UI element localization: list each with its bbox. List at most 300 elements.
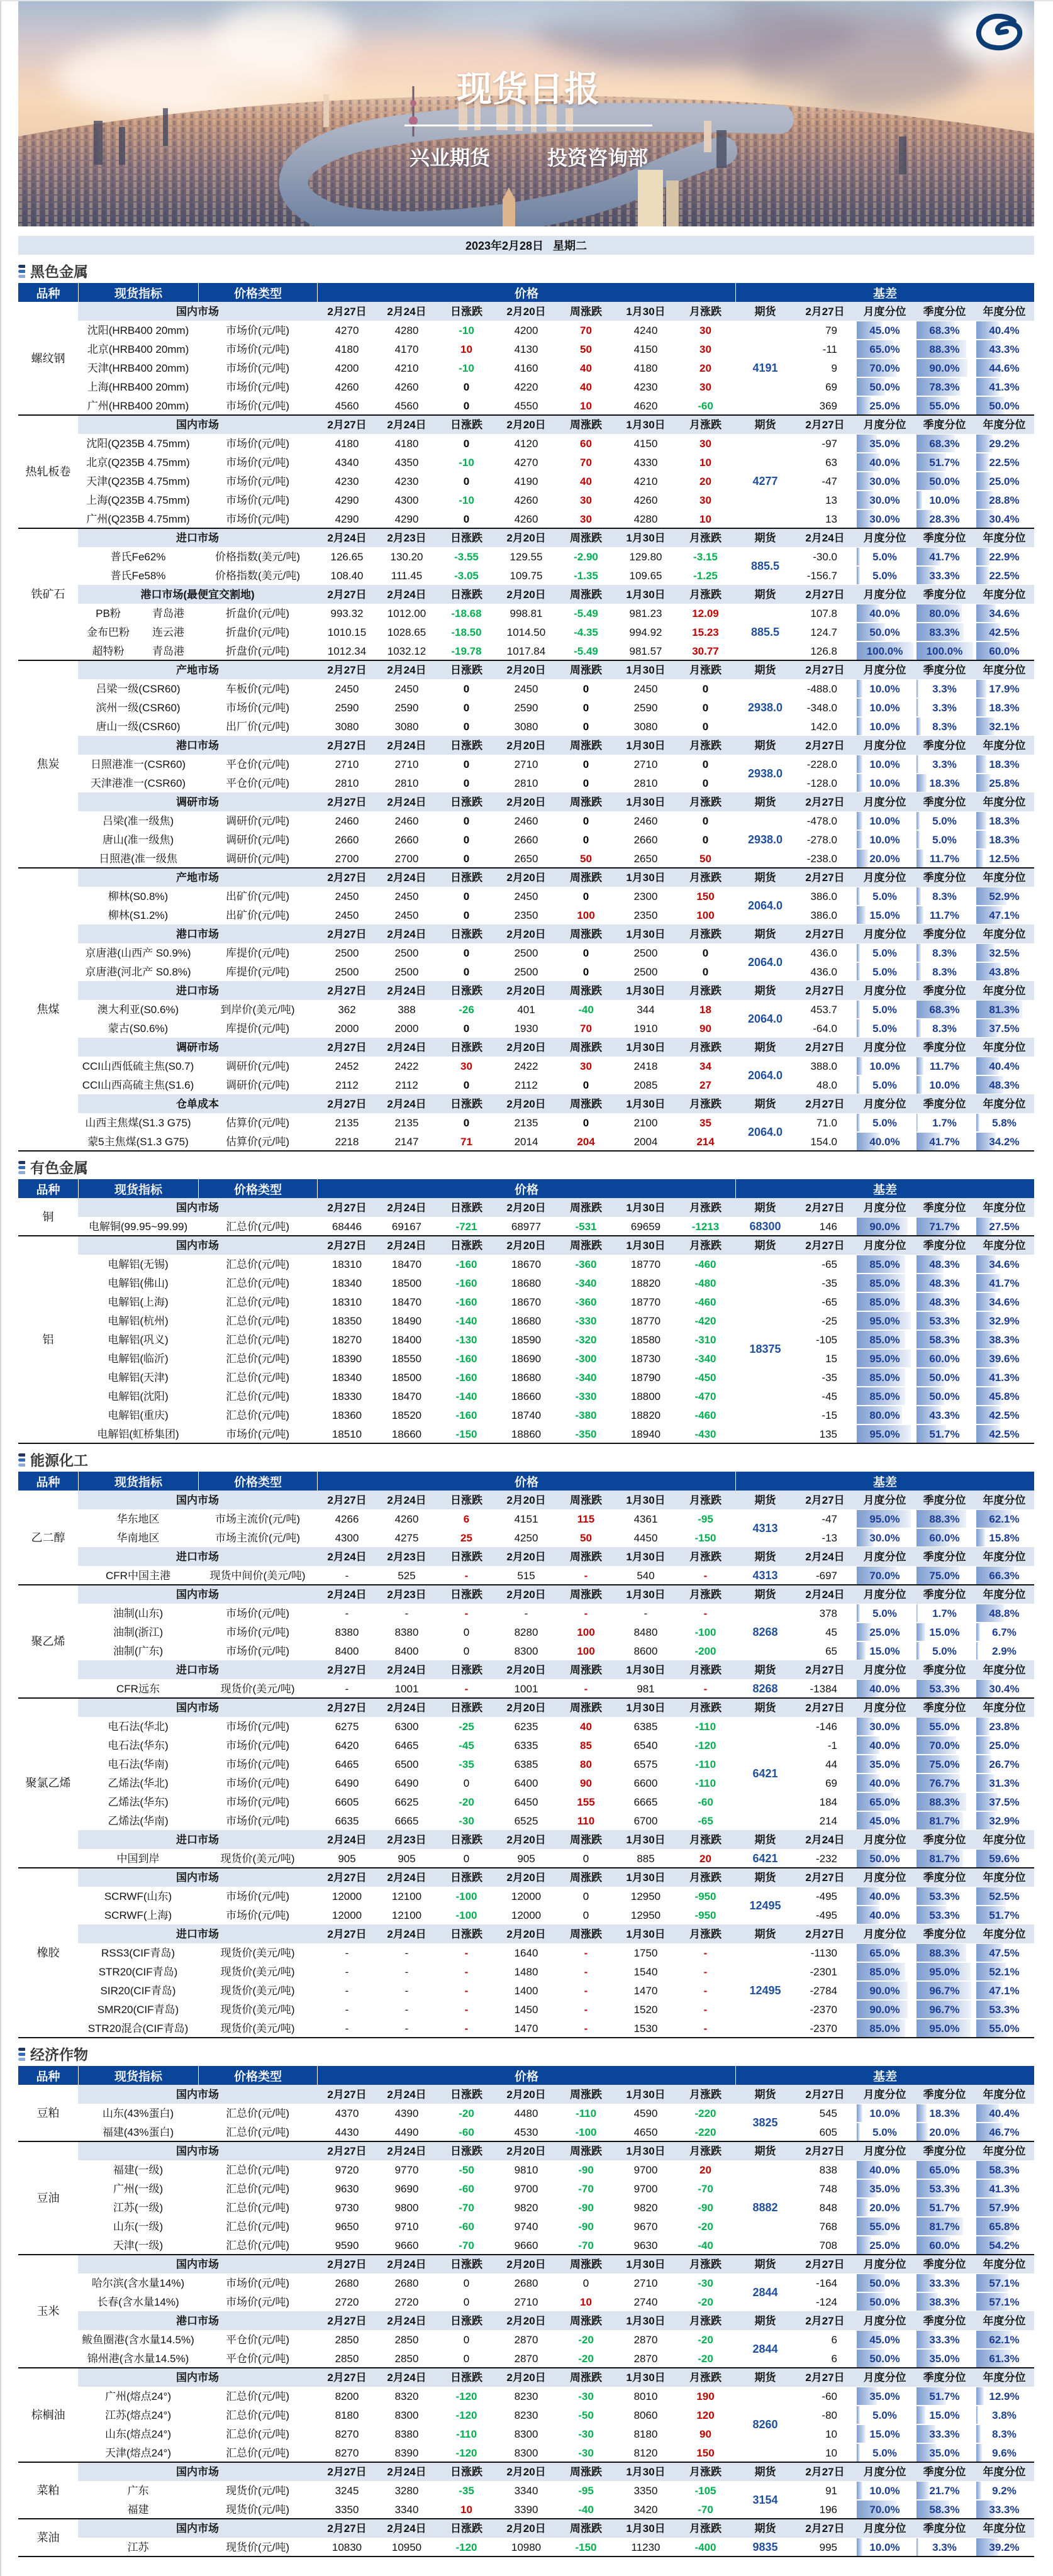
monthly-change: 12.09	[692, 607, 719, 619]
column-header: 2月24日	[377, 2519, 437, 2538]
yearly-percentile	[974, 1981, 1034, 2000]
monthly-change: -150	[694, 1531, 716, 1544]
column-header: 月涨跌	[676, 868, 735, 887]
spot-indicator: 电解铝(无锡)	[108, 1258, 169, 1270]
monthly-percentile	[855, 1623, 915, 1641]
header-variety: 品种	[36, 1475, 60, 1489]
price-prev-day: 18550	[391, 1352, 422, 1365]
price-prev-week: 3390	[514, 2503, 538, 2516]
percentile-value: 3.8%	[992, 2409, 1017, 2421]
percentile-databar	[857, 2538, 862, 2556]
header-variety: 品种	[36, 1183, 60, 1197]
basis-value: 135	[819, 1428, 837, 1440]
percentile-databar	[916, 2104, 927, 2122]
percentile-value: 81.7%	[929, 1852, 960, 1865]
price-prev-day: 1001	[394, 1682, 419, 1695]
percentile-value: 53.3%	[989, 2003, 1020, 2016]
price-type: 汇总价(元/吨)	[225, 2446, 290, 2459]
column-header: 2月27日	[317, 1198, 377, 1217]
monthly-change: -	[703, 1984, 708, 1997]
price-prev-day: -	[404, 1946, 409, 1959]
price-current: 8200	[335, 2390, 359, 2402]
market-label: 国内市场	[78, 415, 317, 434]
price-prev-day: 4560	[394, 399, 419, 412]
price-prev-month: 4280	[633, 513, 658, 525]
price-prev-week: 18690	[511, 1352, 542, 1365]
price-prev-day: 8320	[394, 2390, 419, 2402]
column-header: 2月24日	[317, 1585, 377, 1604]
spot-indicator: 电解铝(佛山)	[108, 1277, 169, 1289]
price-current: 4230	[335, 475, 359, 487]
spot-indicator: 柳林(S1.2%)	[108, 909, 169, 921]
percentile-value: 88.3%	[929, 1513, 960, 1525]
monthly-percentile	[855, 1255, 915, 1274]
price-current: 8380	[335, 1626, 359, 1638]
column-header: 年度分位	[974, 528, 1034, 547]
column-header: 季度分位	[915, 1198, 974, 1217]
market-label: 调研市场	[78, 792, 317, 811]
percentile-databar	[857, 567, 860, 584]
spot-indicator: 日照港(准一级焦	[99, 852, 177, 865]
yearly-percentile	[974, 1406, 1034, 1424]
spot-indicator: 电解铝(杭州)	[108, 1314, 169, 1327]
column-header: 月度分位	[855, 585, 915, 604]
market-label: 国内市场	[78, 2519, 317, 2538]
column-header: 1月30日	[616, 2368, 676, 2387]
column-header: 月度分位	[855, 1585, 915, 1604]
futures-price: 2064.0	[747, 1126, 783, 1138]
price-prev-week: 4480	[514, 2107, 538, 2119]
basis-value: -97	[822, 437, 837, 450]
futures-price: 2844	[752, 2343, 778, 2355]
price-prev-day: 4350	[394, 456, 419, 469]
percentile-value: 61.3%	[989, 2352, 1020, 2365]
basis-value: -64.0	[813, 1022, 837, 1035]
quarterly-percentile	[915, 1132, 974, 1151]
daily-change: -10	[459, 324, 474, 336]
section-bar-icon	[18, 1453, 25, 1467]
column-header: 期货	[735, 585, 795, 604]
column-header: 年度分位	[974, 2368, 1034, 2387]
daily-change: -100	[455, 1909, 477, 1921]
weekly-change: 0	[582, 947, 589, 959]
column-header: 日涨跌	[437, 1198, 496, 1217]
percentile-databar	[916, 1642, 920, 1660]
price-current: 2500	[335, 965, 359, 978]
column-header: 季度分位	[915, 2368, 974, 2387]
price-prev-day: 18470	[391, 1258, 422, 1270]
column-header: 周涨跌	[556, 1094, 616, 1113]
percentile-value: 1.7%	[932, 1116, 957, 1129]
column-header: 2月27日	[795, 2141, 855, 2160]
yearly-percentile	[974, 1509, 1034, 1528]
yearly-percentile	[974, 1075, 1034, 1094]
price-prev-day: 111.45	[391, 569, 423, 582]
column-header: 2月27日	[317, 1236, 377, 1255]
basis-value: 748	[819, 2182, 837, 2195]
price-prev-day: 2660	[394, 833, 419, 846]
price-type: 市场价(元/吨)	[225, 1626, 290, 1638]
column-header: 月度分位	[855, 1236, 915, 1255]
column-header: 2月27日	[795, 1868, 855, 1887]
column-header: 季度分位	[915, 2085, 974, 2104]
percentile-value: 22.5%	[989, 569, 1020, 582]
price-prev-week: 18670	[511, 1258, 542, 1270]
price-type: 出厂价(元/吨)	[225, 720, 290, 733]
monthly-percentile	[855, 1387, 915, 1406]
column-header: 周涨跌	[556, 1236, 616, 1255]
percentile-value: 81.7%	[929, 2220, 960, 2233]
quarterly-percentile	[915, 1292, 974, 1311]
variety-name: 铝	[42, 1333, 54, 1346]
basis-value: -124	[815, 2296, 837, 2308]
price-type: 汇总价(元/吨)	[225, 2126, 290, 2138]
spot-indicator: 锦州港(含水量14.5%)	[87, 2352, 189, 2365]
quarterly-percentile	[915, 1604, 974, 1623]
column-header: 周涨跌	[556, 528, 616, 547]
price-current: 68446	[332, 1220, 362, 1233]
price-type: 现货中间价(美元/吨)	[209, 1569, 306, 1582]
yearly-percentile	[974, 1755, 1034, 1774]
percentile-value: 47.5%	[989, 1946, 1020, 1959]
percentile-databar	[976, 831, 986, 848]
column-header: 2月24日	[377, 415, 437, 434]
column-header: 日涨跌	[437, 415, 496, 434]
quarterly-percentile	[915, 679, 974, 698]
quarterly-percentile	[915, 1792, 974, 1811]
monthly-percentile	[855, 1368, 915, 1387]
basis-value: 995	[819, 2541, 837, 2553]
percentile-value: 33.3%	[929, 2333, 960, 2346]
price-prev-month: 3350	[633, 2484, 658, 2497]
daily-change: -	[464, 1946, 469, 1959]
daily-change: -100	[455, 1890, 477, 1902]
spot-indicator: 天津(一级)	[113, 2239, 164, 2251]
column-header: 1月30日	[616, 660, 676, 679]
price-prev-week: 4200	[514, 324, 538, 336]
percentile-value: 3.3%	[932, 682, 957, 695]
weekly-change: -531	[575, 1220, 597, 1233]
price-type: 现货价(美元/吨)	[220, 1984, 295, 1997]
percentile-databar	[857, 2482, 862, 2499]
percentile-value: 35.0%	[929, 2352, 960, 2365]
variety-name: 聚氯乙烯	[25, 1777, 71, 1789]
spot-indicator: 天津(HRB400 20mm)	[87, 362, 189, 374]
column-header: 月涨跌	[676, 792, 735, 811]
price-current: 6465	[335, 1758, 359, 1770]
percentile-value: 60.0%	[929, 1352, 960, 1365]
basis-value: -47	[822, 1513, 837, 1525]
yearly-percentile	[974, 623, 1034, 641]
futures-price: 3825	[752, 2116, 778, 2129]
basis-value: 154.0	[810, 1135, 837, 1148]
weekly-change: -70	[578, 2239, 594, 2251]
percentile-value: 32.5%	[989, 947, 1020, 959]
daily-change: -3.05	[454, 569, 479, 582]
percentile-value: 50.0%	[869, 626, 900, 638]
price-prev-week: 515	[517, 1569, 535, 1582]
column-header: 日涨跌	[437, 1868, 496, 1887]
price-prev-month: 8600	[633, 1645, 658, 1657]
column-header: 2月27日	[317, 2141, 377, 2160]
basis-value: -1384	[810, 1682, 837, 1695]
column-header: 2月20日	[496, 1094, 556, 1113]
spot-indicator: 电石法(华东)	[108, 1739, 169, 1752]
basis-value: 71.0	[816, 1116, 837, 1129]
percentile-databar	[857, 2199, 868, 2216]
percentile-value: 5.0%	[932, 1645, 957, 1657]
weekly-change: 100	[577, 1626, 595, 1638]
monthly-percentile	[855, 340, 915, 358]
monthly-change: -90	[698, 2201, 713, 2214]
weekly-change: 0	[582, 1079, 589, 1091]
column-header: 2月20日	[496, 1491, 556, 1509]
price-current: 2850	[335, 2352, 359, 2365]
monthly-percentile	[855, 906, 915, 924]
column-header: 日涨跌	[437, 2141, 496, 2160]
yearly-percentile	[974, 1962, 1034, 1981]
price-prev-day: 8400	[394, 1645, 419, 1657]
price-type: 市场价(元/吨)	[225, 1890, 290, 1902]
yearly-percentile	[974, 641, 1034, 660]
column-header: 月涨跌	[676, 981, 735, 1000]
column-header: 2月20日	[496, 981, 556, 1000]
column-header: 季度分位	[915, 1585, 974, 1604]
column-header: 周涨跌	[556, 2311, 616, 2330]
price-type: 调研价(元/吨)	[225, 1079, 290, 1091]
daily-change: 0	[463, 833, 470, 846]
column-header: 年度分位	[974, 2085, 1034, 2104]
price-prev-week: 9660	[514, 2239, 538, 2251]
percentile-databar	[976, 1718, 989, 1735]
price-prev-day: 9770	[394, 2163, 419, 2176]
monthly-percentile	[855, 377, 915, 396]
weekly-change: 30	[580, 494, 592, 506]
price-type: 市场价(元/吨)	[225, 324, 290, 336]
column-header: 月涨跌	[676, 1236, 735, 1255]
price-prev-day: -	[404, 1607, 409, 1619]
column-header: 1月30日	[616, 585, 676, 604]
column-header: 2月24日	[377, 660, 437, 679]
yearly-percentile	[974, 1906, 1034, 1924]
percentile-databar	[916, 812, 920, 830]
price-type: 汇总价(元/吨)	[225, 1258, 290, 1270]
futures-price: 2064.0	[747, 1069, 783, 1082]
column-header: 2月20日	[496, 660, 556, 679]
spot-indicator: 日照港准一(CSR60)	[90, 758, 186, 770]
futures-price: 2064.0	[747, 956, 783, 969]
price-current: 8400	[335, 1645, 359, 1657]
quarterly-percentile	[915, 340, 974, 358]
percentile-value: 32.9%	[989, 1314, 1020, 1327]
monthly-change: -60	[698, 1796, 713, 1808]
monthly-change: -460	[694, 1296, 716, 1308]
monthly-percentile	[855, 2019, 915, 2038]
price-current: 126.65	[330, 550, 364, 563]
weekly-change: -300	[575, 1352, 597, 1365]
monthly-change: 50	[699, 852, 711, 865]
spot-indicator: 沈阳(Q235B 4.75mm)	[86, 437, 190, 450]
price-prev-week: 4160	[514, 362, 538, 374]
column-header: 2月24日	[377, 1491, 437, 1509]
percentile-databar	[916, 1057, 923, 1075]
column-header: 2月20日	[496, 2311, 556, 2330]
spot-indicator: 江苏(熔点24°)	[104, 2409, 172, 2421]
price-current: 4340	[335, 456, 359, 469]
weekly-change: -	[584, 1607, 588, 1619]
weekly-change: 100	[577, 1645, 595, 1657]
column-header: 季度分位	[915, 585, 974, 604]
variety-block	[18, 2368, 1034, 2462]
column-header: 2月24日	[377, 302, 437, 321]
price-prev-month: 4650	[633, 2126, 658, 2138]
price-type: 汇总价(元/吨)	[225, 1314, 290, 1327]
weekly-change: -90	[578, 2201, 594, 2214]
column-header: 季度分位	[915, 302, 974, 321]
column-header: 1月30日	[616, 981, 676, 1000]
percentile-value: 43.3%	[929, 1409, 960, 1421]
price-current: 12000	[332, 1909, 362, 1921]
column-header: 年度分位	[974, 2519, 1034, 2538]
monthly-change: 34	[699, 1060, 711, 1072]
column-header: 月度分位	[855, 1924, 915, 1943]
percentile-value: 3.3%	[932, 2541, 957, 2553]
column-header: 月度分位	[855, 528, 915, 547]
variety-block	[18, 660, 1034, 868]
quarterly-percentile	[915, 2198, 974, 2217]
monthly-percentile	[855, 623, 915, 641]
price-prev-week: 6385	[514, 1758, 538, 1770]
market-label: 国内市场	[78, 1585, 317, 1604]
quarterly-percentile	[915, 1217, 974, 1236]
quarterly-percentile	[915, 2349, 974, 2368]
basis-value: -25	[822, 1314, 837, 1327]
price-type: 市场价(元/吨)	[225, 1814, 290, 1827]
monthly-change: -40	[698, 2239, 713, 2251]
price-prev-month: 2004	[633, 1135, 658, 1148]
price-prev-day: 2810	[394, 777, 419, 789]
percentile-databar	[916, 906, 923, 924]
spot-indicator: 电石法(华北)	[108, 1720, 169, 1733]
spot-indicator: 电解铝(重庆)	[108, 1409, 169, 1421]
price-prev-day: 3340	[394, 2503, 419, 2516]
column-header: 2月20日	[496, 2462, 556, 2481]
column-header: 季度分位	[915, 660, 974, 679]
column-header: 2月24日	[795, 1830, 855, 1849]
column-header: 年度分位	[974, 924, 1034, 943]
percentile-value: 52.5%	[989, 1890, 1020, 1902]
percentile-value: 85.0%	[869, 1390, 900, 1402]
percentile-value: 5.0%	[872, 550, 897, 563]
price-prev-month: 18770	[630, 1258, 661, 1270]
quarterly-percentile	[915, 1387, 974, 1406]
monthly-percentile	[855, 2123, 915, 2141]
price-current: 9720	[335, 2163, 359, 2176]
price-prev-month: 8060	[633, 2409, 658, 2421]
price-prev-week: 18740	[511, 1409, 542, 1421]
yearly-percentile	[974, 1717, 1034, 1736]
price-prev-day: 4490	[394, 2126, 419, 2138]
price-prev-day: 2450	[394, 890, 419, 902]
percentile-databar	[857, 2406, 860, 2424]
spot-indicator: 唐山(准一级焦)	[102, 833, 174, 846]
monthly-percentile	[855, 1566, 915, 1585]
basis-value: -35	[822, 1277, 837, 1289]
weekly-change: 70	[580, 1022, 592, 1035]
price-prev-month: 8120	[633, 2446, 658, 2459]
price-type: 市场主流价(元/吨)	[214, 1531, 301, 1544]
percentile-value: 40.0%	[869, 1135, 900, 1148]
column-header: 年度分位	[974, 792, 1034, 811]
percentile-databar	[976, 2444, 982, 2462]
percentile-value: 55.0%	[929, 1720, 960, 1733]
percentile-value: 59.6%	[989, 1852, 1020, 1865]
price-type: 调研价(元/吨)	[225, 1060, 290, 1072]
column-header: 周涨跌	[556, 1038, 616, 1057]
column-header: 2月24日	[795, 1547, 855, 1566]
column-header: 2月27日	[317, 1924, 377, 1943]
quarterly-percentile	[915, 2292, 974, 2311]
monthly-percentile	[855, 1311, 915, 1330]
percentile-databar	[916, 963, 921, 980]
quarterly-percentile	[915, 1943, 974, 1962]
price-prev-day: 388	[398, 1003, 416, 1016]
yearly-percentile	[974, 1943, 1034, 1962]
percentile-value: 51.7%	[929, 2390, 960, 2402]
column-header: 1月30日	[616, 1585, 676, 1604]
monthly-change: 0	[702, 814, 709, 827]
price-prev-week: 8300	[514, 2446, 538, 2459]
weekly-change: 50	[580, 343, 592, 355]
monthly-percentile	[855, 472, 915, 491]
price-current: 2500	[335, 947, 359, 959]
price-prev-week: 9700	[514, 2182, 538, 2195]
daily-change: -60	[459, 2182, 474, 2195]
quarterly-percentile	[915, 1274, 974, 1292]
basis-value: -128.0	[806, 777, 837, 789]
column-header: 月度分位	[855, 736, 915, 755]
quarterly-percentile	[915, 755, 974, 774]
spot-indicator: STR20(CIF青岛)	[98, 1965, 178, 1978]
section-bar-icon	[18, 2048, 25, 2062]
price-type: 现货价(元/吨)	[225, 2541, 290, 2553]
monthly-percentile	[855, 1906, 915, 1924]
price-prev-day: 4275	[394, 1531, 419, 1544]
percentile-value: 62.1%	[989, 1513, 1020, 1525]
quarterly-percentile	[915, 1755, 974, 1774]
column-header: 1月30日	[616, 1660, 676, 1679]
price-prev-week: 1017.84	[506, 645, 546, 657]
column-header: 期货	[735, 2519, 795, 2538]
monthly-percentile	[855, 1981, 915, 2000]
price-prev-week: 8280	[514, 1626, 538, 1638]
percentile-databar	[976, 472, 991, 490]
section-heading	[18, 1151, 1034, 1179]
yearly-percentile	[974, 472, 1034, 491]
header-price: 价格	[317, 2066, 735, 2085]
percentile-value: 83.3%	[929, 626, 960, 638]
column-header: 月涨跌	[676, 2311, 735, 2330]
percentile-value: 51.7%	[929, 456, 960, 469]
column-header: 1月30日	[616, 792, 676, 811]
quarterly-percentile	[915, 1255, 974, 1274]
price-prev-week: 2112	[515, 1079, 538, 1091]
weekly-change: -70	[578, 2182, 594, 2195]
column-header: 期货	[735, 1236, 795, 1255]
price-prev-day: 18500	[391, 1277, 422, 1289]
percentile-value: 95.0%	[869, 1513, 900, 1525]
spot-indicator: STR20混合(CIF青岛)	[87, 2022, 189, 2035]
